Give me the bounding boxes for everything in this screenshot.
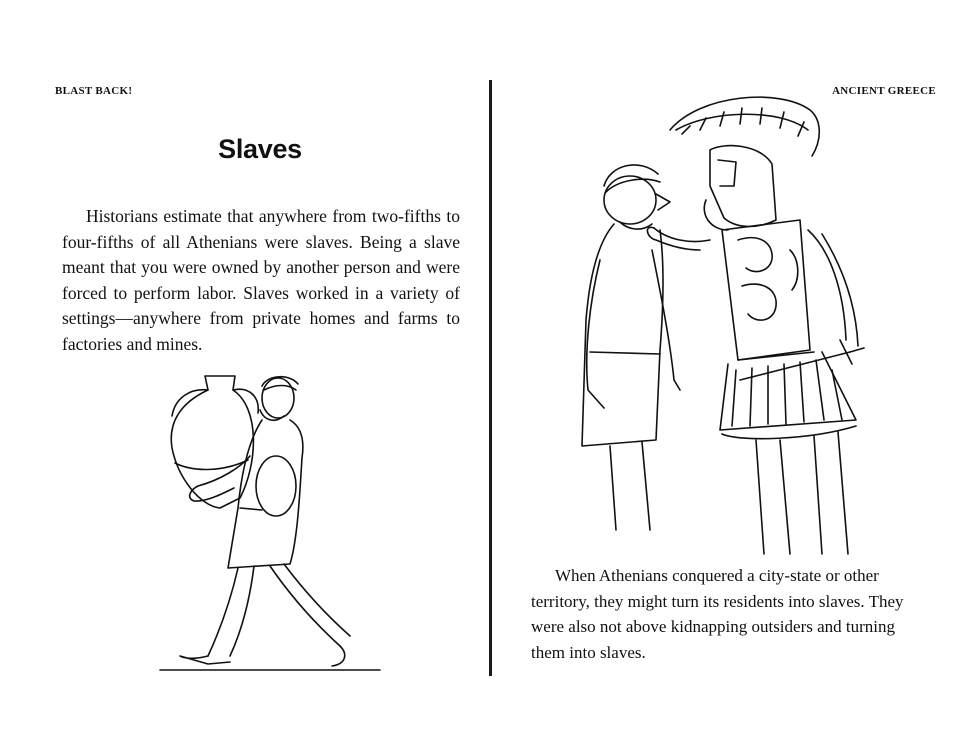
slave-carrying-amphora-illustration — [150, 368, 390, 673]
left-running-head: BLAST BACK! — [55, 85, 133, 97]
book-gutter — [489, 80, 492, 676]
right-body-paragraph: When Athenians conquered a city-state or other territory, they might turn its residents into slaves. They were also not above kidnapping outsiders and turning them into slaves. — [531, 566, 904, 662]
page-title: Slaves — [218, 134, 302, 164]
left-body-paragraph: Historians estimate that anywhere from two-fifths to four-fifths of all Athenians were slaves. Being a slave meant that you were owned by another person and were forced to perform labor. Slaves worked in a variety of settings—anywhere from private homes and farms to factories and mines. — [62, 206, 460, 354]
right-running-head: ANCIENT GREECE — [832, 85, 936, 97]
soldier-seizing-man-illustration — [560, 90, 870, 560]
